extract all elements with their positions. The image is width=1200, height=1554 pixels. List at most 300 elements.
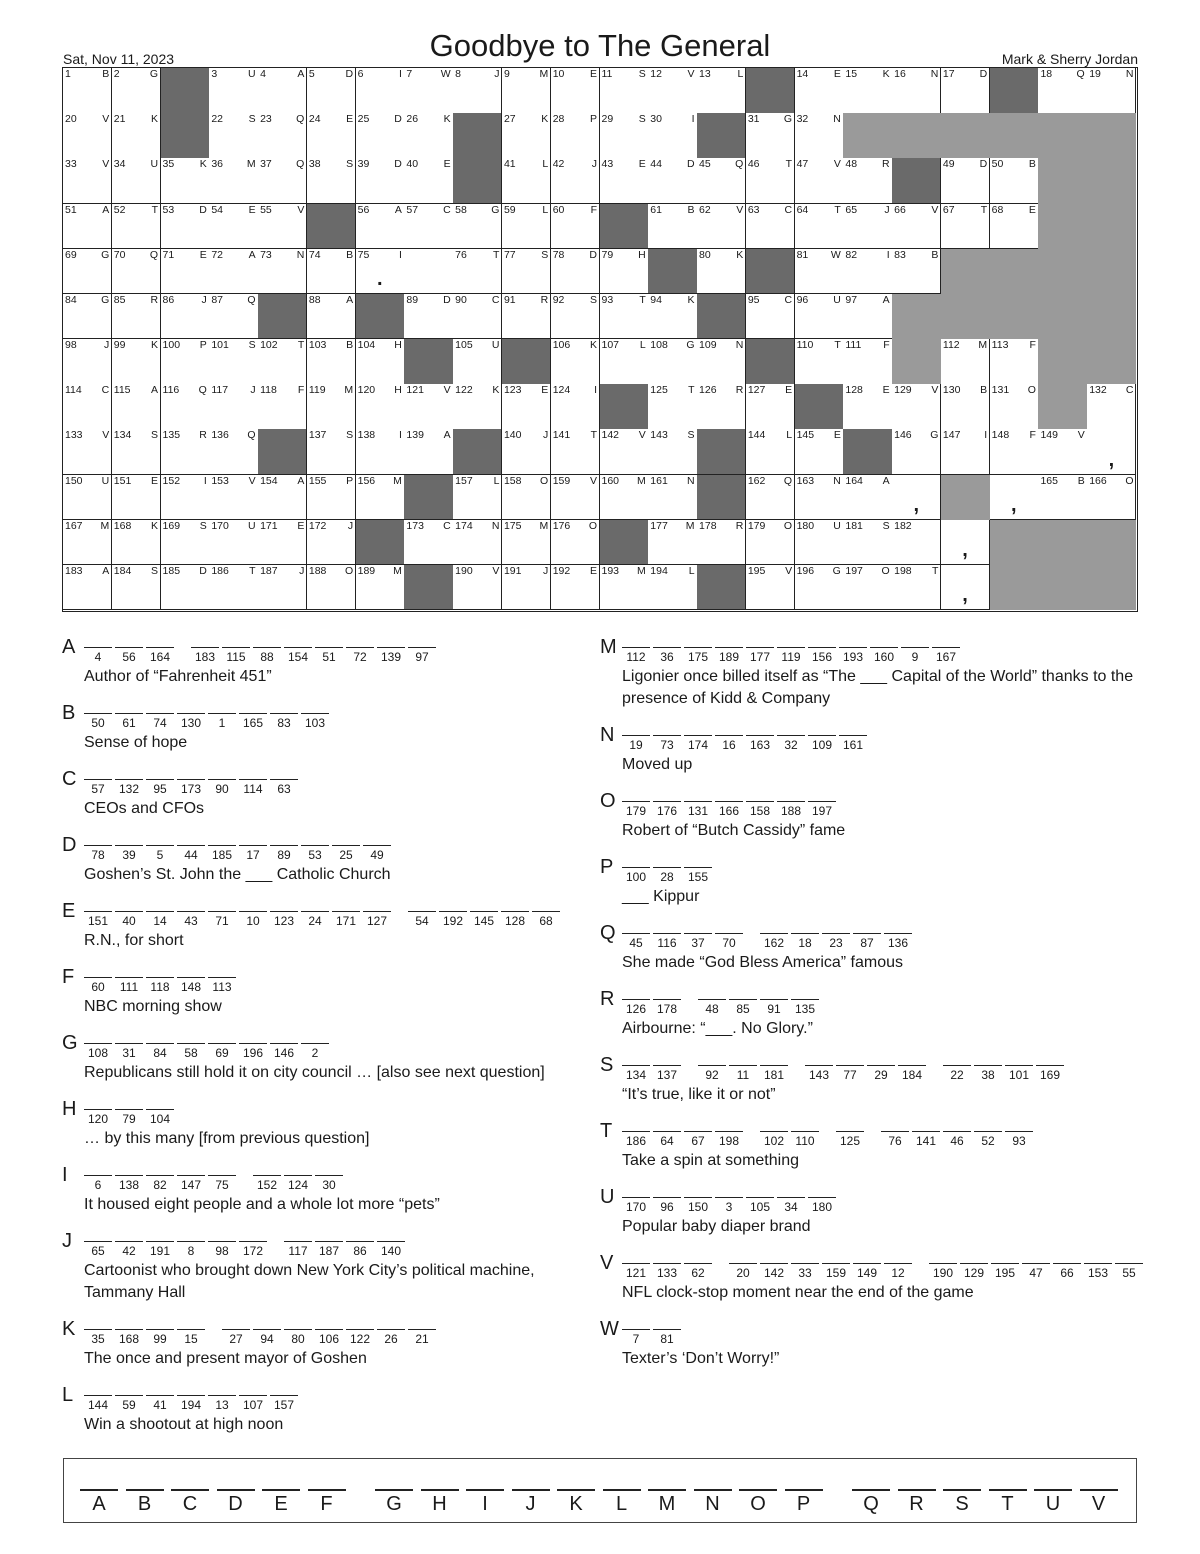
answer-blank[interactable] bbox=[332, 911, 360, 928]
grid-cell[interactable] bbox=[112, 249, 161, 295]
answer-blank[interactable] bbox=[115, 845, 143, 862]
grid-cell[interactable] bbox=[502, 68, 551, 114]
grid-cell[interactable] bbox=[600, 113, 649, 159]
grid-cell[interactable] bbox=[843, 158, 892, 204]
answer-blank[interactable] bbox=[622, 1263, 650, 1280]
answer-blank[interactable] bbox=[84, 1043, 112, 1060]
grid-cell[interactable] bbox=[892, 249, 941, 295]
grid-cell[interactable] bbox=[795, 429, 844, 475]
answer-blank[interactable] bbox=[115, 1395, 143, 1412]
answer-blank[interactable] bbox=[653, 1329, 681, 1346]
grid-cell[interactable] bbox=[307, 158, 356, 204]
grid-cell[interactable] bbox=[941, 158, 990, 204]
answer-blank[interactable] bbox=[191, 647, 219, 664]
answer-blank[interactable] bbox=[115, 647, 143, 664]
grid-cell[interactable] bbox=[209, 294, 258, 340]
answer-blank[interactable] bbox=[1053, 1263, 1081, 1280]
grid-cell[interactable] bbox=[1038, 429, 1087, 475]
answer-blank[interactable] bbox=[622, 1131, 650, 1148]
answer-blank[interactable] bbox=[270, 1395, 298, 1412]
answer-blank[interactable] bbox=[115, 713, 143, 730]
answer-blank[interactable] bbox=[653, 1263, 681, 1280]
answer-blank[interactable] bbox=[884, 1263, 912, 1280]
grid-cell[interactable] bbox=[843, 520, 892, 566]
answer-blank[interactable] bbox=[146, 845, 174, 862]
answer-blank[interactable] bbox=[239, 845, 267, 862]
answer-blank[interactable] bbox=[270, 779, 298, 796]
answer-blank[interactable] bbox=[146, 1175, 174, 1192]
answer-blank[interactable] bbox=[622, 867, 650, 884]
answer-slot-a[interactable] bbox=[80, 1489, 118, 1516]
answer-blank[interactable] bbox=[222, 1329, 250, 1346]
answer-blank[interactable] bbox=[653, 933, 681, 950]
answer-blank[interactable] bbox=[943, 1131, 971, 1148]
grid-cell[interactable] bbox=[453, 475, 502, 521]
grid-cell[interactable] bbox=[746, 475, 795, 521]
grid-cell[interactable] bbox=[746, 565, 795, 611]
grid-cell[interactable] bbox=[209, 249, 258, 295]
grid-cell[interactable] bbox=[648, 384, 697, 430]
grid-cell[interactable] bbox=[502, 429, 551, 475]
grid-cell[interactable] bbox=[404, 429, 453, 475]
answer-blank[interactable] bbox=[177, 1175, 205, 1192]
answer-blank[interactable] bbox=[791, 933, 819, 950]
grid-cell[interactable] bbox=[551, 158, 600, 204]
answer-blank[interactable] bbox=[84, 779, 112, 796]
grid-cell[interactable] bbox=[63, 520, 112, 566]
grid-cell[interactable] bbox=[746, 158, 795, 204]
grid-cell[interactable] bbox=[209, 520, 258, 566]
answer-blank[interactable] bbox=[653, 1197, 681, 1214]
grid-cell[interactable] bbox=[453, 204, 502, 250]
answer-blank[interactable] bbox=[746, 735, 774, 752]
answer-blank[interactable] bbox=[315, 1329, 343, 1346]
grid-cell[interactable] bbox=[843, 204, 892, 250]
answer-blank[interactable] bbox=[746, 1197, 774, 1214]
answer-blank[interactable] bbox=[684, 933, 712, 950]
answer-blank[interactable] bbox=[853, 1263, 881, 1280]
answer-slot-b[interactable] bbox=[126, 1489, 164, 1516]
answer-blank[interactable] bbox=[991, 1263, 1019, 1280]
grid-cell[interactable] bbox=[356, 339, 405, 385]
grid-cell[interactable] bbox=[453, 520, 502, 566]
grid-cell[interactable] bbox=[161, 475, 210, 521]
grid-cell[interactable] bbox=[892, 429, 941, 475]
grid-cell[interactable] bbox=[404, 520, 453, 566]
answer-blank[interactable] bbox=[301, 713, 329, 730]
answer-blank[interactable] bbox=[943, 1065, 971, 1082]
grid-cell[interactable] bbox=[63, 249, 112, 295]
grid-cell[interactable] bbox=[843, 384, 892, 430]
answer-blank[interactable] bbox=[84, 1395, 112, 1412]
answer-blank[interactable] bbox=[653, 1131, 681, 1148]
grid-cell[interactable] bbox=[941, 339, 990, 385]
grid-cell[interactable] bbox=[356, 384, 405, 430]
answer-blank[interactable] bbox=[270, 911, 298, 928]
answer-blank[interactable] bbox=[177, 977, 205, 994]
grid-cell[interactable] bbox=[258, 475, 307, 521]
answer-blank[interactable] bbox=[653, 867, 681, 884]
answer-blank[interactable] bbox=[974, 1131, 1002, 1148]
answer-blank[interactable] bbox=[622, 999, 650, 1016]
grid-cell[interactable] bbox=[453, 565, 502, 611]
grid-cell[interactable] bbox=[161, 249, 210, 295]
grid-cell[interactable] bbox=[551, 113, 600, 159]
answer-blank[interactable] bbox=[622, 801, 650, 818]
answer-blank[interactable] bbox=[239, 1395, 267, 1412]
grid-cell[interactable] bbox=[112, 429, 161, 475]
grid-cell[interactable] bbox=[209, 339, 258, 385]
grid-cell[interactable] bbox=[990, 339, 1039, 385]
answer-blank[interactable] bbox=[870, 647, 898, 664]
grid-cell[interactable] bbox=[600, 158, 649, 204]
grid-cell[interactable] bbox=[600, 68, 649, 114]
answer-blank[interactable] bbox=[808, 801, 836, 818]
grid-cell[interactable] bbox=[648, 158, 697, 204]
answer-blank[interactable] bbox=[115, 1241, 143, 1258]
answer-blank[interactable] bbox=[836, 1065, 864, 1082]
grid-cell[interactable] bbox=[112, 294, 161, 340]
answer-blank[interactable] bbox=[315, 1241, 343, 1258]
answer-slot-d[interactable] bbox=[217, 1489, 255, 1516]
answer-blank[interactable] bbox=[146, 1329, 174, 1346]
grid-cell[interactable] bbox=[502, 204, 551, 250]
answer-blank[interactable] bbox=[208, 1175, 236, 1192]
answer-blank[interactable] bbox=[884, 933, 912, 950]
answer-blank[interactable] bbox=[791, 999, 819, 1016]
answer-slot-i[interactable] bbox=[466, 1489, 504, 1516]
answer-blank[interactable] bbox=[346, 647, 374, 664]
answer-blank[interactable] bbox=[760, 1131, 788, 1148]
grid-cell[interactable] bbox=[307, 339, 356, 385]
answer-blank[interactable] bbox=[222, 647, 250, 664]
answer-blank[interactable] bbox=[698, 1065, 726, 1082]
answer-blank[interactable] bbox=[315, 647, 343, 664]
grid-cell[interactable] bbox=[697, 249, 746, 295]
answer-blank[interactable] bbox=[177, 1241, 205, 1258]
answer-blank[interactable] bbox=[653, 1065, 681, 1082]
grid-cell[interactable] bbox=[307, 475, 356, 521]
answer-blank[interactable] bbox=[239, 1043, 267, 1060]
grid-cell[interactable] bbox=[600, 249, 649, 295]
grid-cell[interactable] bbox=[648, 68, 697, 114]
answer-slot-q[interactable] bbox=[852, 1489, 890, 1516]
grid-cell[interactable] bbox=[258, 249, 307, 295]
grid-cell[interactable] bbox=[356, 249, 405, 295]
grid-cell[interactable] bbox=[746, 384, 795, 430]
answer-blank[interactable] bbox=[208, 713, 236, 730]
grid-cell[interactable] bbox=[404, 158, 453, 204]
answer-blank[interactable] bbox=[270, 713, 298, 730]
grid-cell[interactable] bbox=[307, 113, 356, 159]
grid-cell[interactable] bbox=[356, 68, 405, 114]
answer-blank[interactable] bbox=[715, 735, 743, 752]
answer-blank[interactable] bbox=[332, 845, 360, 862]
grid-cell[interactable] bbox=[551, 339, 600, 385]
grid-cell[interactable] bbox=[697, 339, 746, 385]
grid-cell[interactable] bbox=[356, 204, 405, 250]
answer-slot-g[interactable] bbox=[375, 1489, 413, 1516]
answer-slot-o[interactable] bbox=[739, 1489, 777, 1516]
answer-blank[interactable] bbox=[898, 1065, 926, 1082]
answer-slot-s[interactable] bbox=[943, 1489, 981, 1516]
answer-blank[interactable] bbox=[115, 911, 143, 928]
grid-cell[interactable] bbox=[453, 294, 502, 340]
grid-cell[interactable] bbox=[404, 204, 453, 250]
grid-cell[interactable] bbox=[63, 429, 112, 475]
grid-cell[interactable] bbox=[648, 475, 697, 521]
answer-blank[interactable] bbox=[84, 647, 112, 664]
answer-blank[interactable] bbox=[377, 647, 405, 664]
grid-cell[interactable] bbox=[551, 429, 600, 475]
answer-blank[interactable] bbox=[146, 1109, 174, 1126]
answer-blank[interactable] bbox=[881, 1131, 909, 1148]
grid-cell[interactable] bbox=[843, 475, 892, 521]
answer-blank[interactable] bbox=[746, 801, 774, 818]
grid-cell[interactable] bbox=[112, 113, 161, 159]
grid-cell[interactable] bbox=[843, 68, 892, 114]
answer-blank[interactable] bbox=[653, 801, 681, 818]
grid-cell[interactable] bbox=[161, 520, 210, 566]
grid-cell[interactable] bbox=[63, 339, 112, 385]
answer-blank[interactable] bbox=[346, 1329, 374, 1346]
grid-cell[interactable] bbox=[746, 429, 795, 475]
answer-blank[interactable] bbox=[622, 1197, 650, 1214]
answer-blank[interactable] bbox=[239, 779, 267, 796]
answer-blank[interactable] bbox=[177, 845, 205, 862]
answer-blank[interactable] bbox=[777, 801, 805, 818]
answer-blank[interactable] bbox=[84, 1175, 112, 1192]
answer-blank[interactable] bbox=[805, 1065, 833, 1082]
grid-cell[interactable] bbox=[258, 204, 307, 250]
grid-cell[interactable] bbox=[258, 565, 307, 611]
answer-blank[interactable] bbox=[408, 911, 436, 928]
grid-cell[interactable] bbox=[1087, 384, 1136, 430]
answer-blank[interactable] bbox=[146, 779, 174, 796]
answer-blank[interactable] bbox=[177, 1395, 205, 1412]
answer-blank[interactable] bbox=[715, 1197, 743, 1214]
grid-cell[interactable] bbox=[63, 294, 112, 340]
grid-cell[interactable] bbox=[795, 204, 844, 250]
answer-blank[interactable] bbox=[208, 779, 236, 796]
answer-blank[interactable] bbox=[177, 911, 205, 928]
answer-blank[interactable] bbox=[239, 911, 267, 928]
answer-blank[interactable] bbox=[315, 1175, 343, 1192]
answer-blank[interactable] bbox=[912, 1131, 940, 1148]
answer-blank[interactable] bbox=[208, 845, 236, 862]
answer-blank[interactable] bbox=[729, 999, 757, 1016]
grid-cell[interactable] bbox=[307, 294, 356, 340]
answer-blank[interactable] bbox=[208, 911, 236, 928]
grid-cell[interactable] bbox=[941, 204, 990, 250]
grid-cell[interactable] bbox=[112, 204, 161, 250]
grid-cell[interactable] bbox=[63, 475, 112, 521]
answer-blank[interactable] bbox=[653, 999, 681, 1016]
answer-blank[interactable] bbox=[1005, 1065, 1033, 1082]
grid-cell[interactable] bbox=[600, 339, 649, 385]
grid-cell[interactable] bbox=[892, 384, 941, 430]
grid-cell[interactable] bbox=[551, 249, 600, 295]
answer-blank[interactable] bbox=[377, 1329, 405, 1346]
grid-cell[interactable] bbox=[990, 204, 1039, 250]
grid-cell[interactable] bbox=[648, 429, 697, 475]
answer-blank[interactable] bbox=[253, 1175, 281, 1192]
answer-slot-c[interactable] bbox=[171, 1489, 209, 1516]
answer-slot-v[interactable] bbox=[1080, 1489, 1118, 1516]
grid-cell[interactable] bbox=[161, 204, 210, 250]
answer-slot-k[interactable] bbox=[557, 1489, 595, 1516]
answer-blank[interactable] bbox=[901, 647, 929, 664]
grid-cell[interactable] bbox=[161, 294, 210, 340]
answer-blank[interactable] bbox=[84, 911, 112, 928]
answer-blank[interactable] bbox=[791, 1131, 819, 1148]
answer-blank[interactable] bbox=[698, 999, 726, 1016]
answer-blank[interactable] bbox=[760, 999, 788, 1016]
answer-blank[interactable] bbox=[622, 933, 650, 950]
answer-blank[interactable] bbox=[346, 1241, 374, 1258]
answer-blank[interactable] bbox=[208, 1395, 236, 1412]
answer-blank[interactable] bbox=[146, 1395, 174, 1412]
grid-cell[interactable] bbox=[112, 520, 161, 566]
grid-cell[interactable] bbox=[843, 294, 892, 340]
grid-cell[interactable] bbox=[795, 520, 844, 566]
answer-blank[interactable] bbox=[853, 933, 881, 950]
answer-blank[interactable] bbox=[729, 1263, 757, 1280]
grid-cell[interactable] bbox=[502, 294, 551, 340]
grid-cell[interactable] bbox=[941, 384, 990, 430]
grid-cell[interactable] bbox=[356, 429, 405, 475]
answer-blank[interactable] bbox=[715, 801, 743, 818]
answer-slot-n[interactable] bbox=[694, 1489, 732, 1516]
grid-cell[interactable] bbox=[258, 384, 307, 430]
answer-slot-p[interactable] bbox=[785, 1489, 823, 1516]
answer-blank[interactable] bbox=[684, 867, 712, 884]
answer-blank[interactable] bbox=[84, 713, 112, 730]
answer-blank[interactable] bbox=[1022, 1263, 1050, 1280]
grid-cell[interactable] bbox=[1087, 429, 1136, 475]
grid-cell[interactable] bbox=[990, 158, 1039, 204]
grid-cell[interactable] bbox=[404, 68, 453, 114]
grid-cell[interactable] bbox=[648, 204, 697, 250]
grid-cell[interactable] bbox=[502, 249, 551, 295]
answer-blank[interactable] bbox=[284, 1329, 312, 1346]
grid-cell[interactable] bbox=[209, 475, 258, 521]
answer-blank[interactable] bbox=[253, 1329, 281, 1346]
answer-blank[interactable] bbox=[622, 735, 650, 752]
grid-cell[interactable] bbox=[112, 158, 161, 204]
grid-cell[interactable] bbox=[356, 113, 405, 159]
grid-cell[interactable] bbox=[502, 113, 551, 159]
grid-cell[interactable] bbox=[551, 204, 600, 250]
answer-blank[interactable] bbox=[622, 1065, 650, 1082]
answer-blank[interactable] bbox=[239, 1241, 267, 1258]
grid-cell[interactable] bbox=[892, 565, 941, 611]
answer-blank[interactable] bbox=[115, 1043, 143, 1060]
answer-slot-l[interactable] bbox=[603, 1489, 641, 1516]
grid-cell[interactable] bbox=[209, 113, 258, 159]
grid-cell[interactable] bbox=[941, 68, 990, 114]
answer-blank[interactable] bbox=[301, 911, 329, 928]
answer-blank[interactable] bbox=[822, 1263, 850, 1280]
grid-cell[interactable] bbox=[453, 249, 502, 295]
grid-cell[interactable] bbox=[502, 520, 551, 566]
answer-slot-m[interactable] bbox=[648, 1489, 686, 1516]
grid-cell[interactable] bbox=[990, 475, 1039, 521]
answer-blank[interactable] bbox=[684, 1197, 712, 1214]
grid-cell[interactable] bbox=[648, 294, 697, 340]
answer-blank[interactable] bbox=[777, 735, 805, 752]
grid-cell[interactable] bbox=[112, 384, 161, 430]
grid-cell[interactable] bbox=[307, 68, 356, 114]
grid-cell[interactable] bbox=[307, 429, 356, 475]
answer-blank[interactable] bbox=[684, 647, 712, 664]
grid-cell[interactable] bbox=[307, 520, 356, 566]
answer-blank[interactable] bbox=[115, 1329, 143, 1346]
grid-cell[interactable] bbox=[843, 565, 892, 611]
answer-blank[interactable] bbox=[1036, 1065, 1064, 1082]
grid-cell[interactable] bbox=[1038, 68, 1087, 114]
grid-cell[interactable] bbox=[648, 520, 697, 566]
answer-blank[interactable] bbox=[177, 1329, 205, 1346]
grid-cell[interactable] bbox=[209, 565, 258, 611]
grid-cell[interactable] bbox=[404, 249, 453, 295]
grid-cell[interactable] bbox=[600, 475, 649, 521]
grid-cell[interactable] bbox=[795, 475, 844, 521]
answer-blank[interactable] bbox=[746, 647, 774, 664]
grid-cell[interactable] bbox=[600, 565, 649, 611]
grid-cell[interactable] bbox=[258, 339, 307, 385]
grid-cell[interactable] bbox=[600, 429, 649, 475]
answer-blank[interactable] bbox=[960, 1263, 988, 1280]
grid-cell[interactable] bbox=[258, 113, 307, 159]
grid-cell[interactable] bbox=[356, 565, 405, 611]
answer-blank[interactable] bbox=[270, 1043, 298, 1060]
grid-cell[interactable] bbox=[648, 113, 697, 159]
grid-cell[interactable] bbox=[551, 384, 600, 430]
answer-blank[interactable] bbox=[653, 735, 681, 752]
grid-cell[interactable] bbox=[551, 565, 600, 611]
answer-blank[interactable] bbox=[839, 647, 867, 664]
grid-cell[interactable] bbox=[404, 113, 453, 159]
grid-cell[interactable] bbox=[892, 68, 941, 114]
grid-cell[interactable] bbox=[1038, 475, 1087, 521]
answer-blank[interactable] bbox=[146, 647, 174, 664]
grid-cell[interactable] bbox=[209, 384, 258, 430]
answer-blank[interactable] bbox=[715, 1131, 743, 1148]
answer-blank[interactable] bbox=[208, 1043, 236, 1060]
answer-blank[interactable] bbox=[791, 1263, 819, 1280]
grid-cell[interactable] bbox=[161, 565, 210, 611]
grid-cell[interactable] bbox=[697, 68, 746, 114]
answer-blank[interactable] bbox=[146, 713, 174, 730]
answer-blank[interactable] bbox=[1005, 1131, 1033, 1148]
grid-cell[interactable] bbox=[795, 158, 844, 204]
grid-cell[interactable] bbox=[63, 68, 112, 114]
answer-blank[interactable] bbox=[239, 713, 267, 730]
answer-blank[interactable] bbox=[729, 1065, 757, 1082]
answer-blank[interactable] bbox=[363, 911, 391, 928]
grid-cell[interactable] bbox=[63, 565, 112, 611]
answer-blank[interactable] bbox=[439, 911, 467, 928]
answer-blank[interactable] bbox=[84, 1241, 112, 1258]
answer-blank[interactable] bbox=[408, 1329, 436, 1346]
answer-blank[interactable] bbox=[301, 1043, 329, 1060]
grid-cell[interactable] bbox=[112, 68, 161, 114]
grid-cell[interactable] bbox=[795, 113, 844, 159]
answer-blank[interactable] bbox=[115, 977, 143, 994]
grid-cell[interactable] bbox=[892, 520, 941, 566]
answer-blank[interactable] bbox=[532, 911, 560, 928]
